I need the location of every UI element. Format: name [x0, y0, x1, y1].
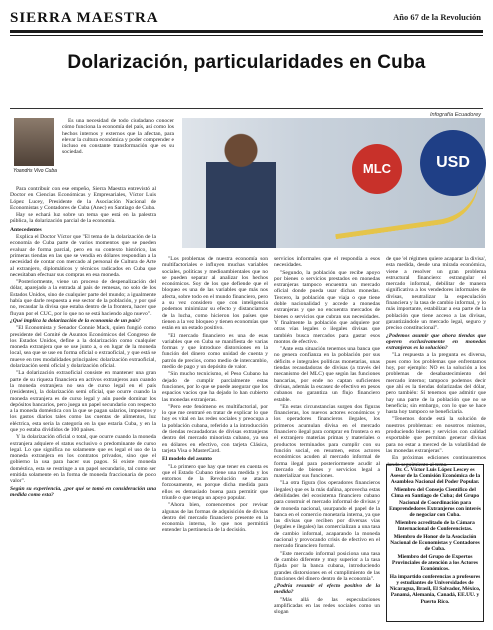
col3-paragraph: "En estas circunstancias surgen dos figuras financieras, los nuevos actores económicos y los operadores financieros ilegales, los primeros acumulan divisa en el mercado financiero ilegal para comprar en frontera o en el extranjero materias primas y materiales o productos terminados para cumplir con su función social, en resumen, estos actores económicos acuden al mercado informal de forma ilegal para posteriormente acudir al mercado de bienes y servicios legal a materializar sus funciones. [274, 403, 380, 480]
masthead [0, 8, 493, 30]
newspaper-logo: SIERRA MAESTRA [10, 10, 159, 26]
col1-question: ¿Qué implica la dolarización de la economía de un país? [10, 317, 141, 324]
col4-question: ¿Podemos asumir que ahora tiendas que operen exclusivamente en monedas extranjeras es la solución? [386, 332, 486, 352]
headline: Dolarización, particularidades en Cuba [67, 52, 426, 73]
col4-paragraph: "Tenemos donde está la solución de nuestros problemas: en nosotros mismos, produciendo bienes y servicios con calidad exportable que permitan generar divisas para no estar a merced de la volatilidad de las monedas extranjeras". [386, 416, 486, 454]
col1-paragraph: "El Economista y Senador Connie Mack, quien fungió como presidente del Comité de Asuntos Económicos del Congreso de los Estados Unidos, define a la dolarización como cualquier moneda extranjera que se use junto a, o en lugar de la moneda local, sea que se use en forma oficial o extraoficial, y que está se mueve en tres modalidades principales: dolarización extraoficial, dolarización semi oficial y dolarización oficial. [10, 325, 156, 370]
bio-line: Miembro del Grupo de Expertos Provinciales de atención a los Actores Económicos. [392, 553, 478, 573]
col3-paragraph: servicios informales que el respondía a esos necesidades. [274, 256, 380, 269]
intro-text: Es una necesidad de todo ciudadano conocer cómo funciona la economía del país, así como los hechos internos y externos que la afectan, para elevar la cultura económica y poder comprender e incluso en constante transformación que es su sociedad. [62, 118, 174, 156]
column-1 [10, 186, 156, 622]
col3-paragraph: "Segundo, la población que recibe apoyo por bienes o servicios prestados en monedas extranjeras tampoco encuentra un mercado oficial donde pueda usar dichas monedas. Tercero, la población que viaja o que tiene doble nacionalidad y accede a monedas extranjeras y que no encuentra mercados de bienes o servicios que cubran sus necesidades. Y finalmente la población que adquiere por otras vías legales o ilegales divisas que también busca mercados para gastar esos montos de efectivo. [274, 269, 380, 345]
bio-line: Miembro acreditado de la Cámara Internacional de Conferencistas. [395, 519, 475, 532]
col4-paragraph: En próximas ediciones continuaremos dando seguimiento al tema. [386, 455, 486, 468]
masthead-rule-thick [10, 30, 483, 33]
col2-paragraph: "Ahora bien, comencemos por revisar algunas de las formas de adquisición de divisas dentro del mercado financiero presente en la economía interna, lo que nos permitirá entender la pertinencia de la decisión. [162, 502, 268, 534]
col1-paragraph: Hay se echará luz sobre un tema que está en la palestra pública, la dolarización parcial de la economía. [10, 212, 156, 225]
col1-paragraph: Explica el Doctor Víctor que "El tema de la dolarización de la economía de Cuba parte de varios momentos que se pueden evaluar de forma parcial, pero en su contexto histórico, las primeras tiendas en las que se vendía en dólares respondían a la necesidad de contar con mercado al personal de Cultura de Arte al extranjero, diplomáticos y técnicos radicados en Cuba que necesitaban efectuar sus compras en esa moneda. [10, 234, 156, 278]
col3-question: ¿Podría resumir el efecto positivo de la medida? [274, 583, 380, 596]
col1-paragraph: Y la dolarización oficial o total, que ocurre cuando la moneda extranjera adquiere el status exclusivo o predominante de curso legal. Lo que significa no solamente que es legal el uso de la moneda extranjera en los contratos privados, sino que el gobierno la usa para hacer sus pagos. Si existe moneda doméstica, esta se restringe a un papel secundario, tal como ser emitida solamente en la forma de moneda fraccionaria de poco valor". [10, 434, 156, 485]
usd-bubble: USD [420, 130, 486, 196]
col3-paragraph: "Ante esta situación tenemos una banca que no genera confianza en la población por sus déficits e integrales políticas monetarias, unas tiendas recaudadoras de divisas (a través del mecanismo del MLC) que según las funciones bancarias, por ende no captan suficientes divisas, además la escasez de efectivo en pesos cubanos no garantiza un flujo financiero estable. [274, 346, 380, 403]
masthead-rule-thin [10, 35, 483, 36]
bio-line: Dr. C. Víctor Luis López Lescey es Asesor de la Comisión Económica de la Asamblea Nacional del Poder Popular. [389, 467, 481, 486]
col1-paragraph: Para contribuir con ese empeño, Sierra Maestra entrevistó al Doctor en Ciencias Económicas y Empresariales, Víctor Luis López Lucey, Presidente de la Asociación Nacional de Economistas y Contadores de Cuba (Anec) en Santiago de Cuba. [10, 186, 156, 211]
column-4 [386, 256, 486, 468]
bio-line: Ha impartido conferencias a profesores y estudiantes de Universidades de Nicaragua, Brasil, El Salvador, México, Panamá, Alemania, Canadá, EE.UU. y Puerto Rico. [389, 573, 481, 605]
author-bio-box [386, 464, 484, 622]
col2-paragraph: "El mercado financiero es una de esas variables que en Cuba se manifiesta de varias formas y que introduce distorsiones en la función del dinero como unidad de cuenta y patrón de precios, como medio de intercambio, medio de pago y un depósito de valor. [162, 332, 268, 371]
col2-paragraph: "Los problemas de nuestra economía son multifactoriales e influyen muchas variables sociales, políticas y medioambientales que no se pueden separar al analizar los hechos económicos. Soy de los que defiende que el bloqueo es una de las variables que más nos afecta, sobre todo en el mundo financiero, pero a su vez considero que con inteligencia podemos minimizar su efecto y distanciarnos de la lucha, como hicieron los países que tienen a la vez bloqueo y tienen economías que están en un estado positivo. [162, 256, 268, 332]
bio-line: Miembro del Consejo Científico del Cima en Santiago de Cuba; del Grupo Nacional de Coordinación para Emprendedores Extranjeros con interés de negociar con Cuba. [389, 487, 481, 518]
col3-paragraph: "Más allá de las especulaciones amplificadas en las redes sociales como un slogan [274, 596, 380, 616]
bio-line: Miembro de Honor de la Asociación Nacional de Economistas y Contadores de Cuba. [390, 533, 480, 552]
col3-paragraph: "La otra figura (los operadores financieros ilegales) que es la más dañina, aprovecha estas debilidades del ecosistema financiero cubano para construir el mercado informal de divisas y de moneda nacional, usurpando el papel de la banca en el comercio monetaria interna, ya que las divisas que reciben por diversas vías (legales e ilegales) las comercializan a una tasa de cambio informal, acaparando la moneda nacional y provocando crisis de efectivo en el mercado financiero formal. [274, 480, 380, 550]
col1-question: Según su experiencia, ¿por qué se tomó en consideración una medida como esta? [10, 485, 156, 498]
column-3 [274, 256, 380, 622]
col1-subhead: Antecedentes [10, 226, 42, 233]
col2-paragraph: "Pero este fenómeno es multifactorial, por lo que me centraré en tratar de explicar lo que hoy es vital en las redes sociales y preocupa a la población cubana, referido a la introducción de tiendas recaudadoras de divisas extranjeras dentro del mercado minorista cubano, ya sea en dólares en efectivo, con tarjeta Clásica, tarjeta Visa o MasterCard. [162, 403, 268, 454]
col1-paragraph: "Posteriormente, viene un proceso de despenalización del dólar, aparejado a la entrada al país de remesas, no solo de los Estados Unidos, sino de cualquier parte del mundo; a igualmente había que darle respuesta a ese sector de la población, y por qué no, recaudar la divisa que estaba dentro de la frontera, hacer que fluyan por el CUC, por lo que no se está haciendo algo nuevo". [10, 279, 156, 317]
col1-paragraph: "La dolarización extraoficial consiste en mantener una gran parte de su riqueza financiera en activos extranjeros aun cuando la moneda extranjera no sea de curso legal en el país (residentes), la dolarización semi oficial, que ocurre cuando la moneda extranjera es de curso legal y aún puede dominar los depósitos bancarios, pero juega un papel secundario con respecto a la moneda doméstica con la que se pagan salarios, impuestos y los gastos diarios tales como las cuentas de alimentos, luz eléctrica, esta sería la categoría en la que estaría Cuba, y en la que yo estaba divididos de 100 países. [10, 370, 156, 433]
col3-paragraph: "Este mercado informal posiciona una tasa de cambio diferente y muy superior a la tasa fijada por la banca cubana, introduciendo grandes distorsiones en el cumplimiento de las funciones del dinero dentro de la economía". [274, 550, 380, 582]
col2-subhead: El modelo del asunto [162, 456, 212, 463]
col2-paragraph: "Lo primero que hay que tener en cuenta es que el Estado Cubano tiene una medida y los entornos de la Revolución se atacan forzosamente, es porque dicha medida para ellos es demasiado buena para permitir que triunfe o que tenga un apoyo popular. [162, 463, 268, 501]
feature-photo [182, 118, 485, 248]
photo-person [206, 126, 276, 248]
headline-rule [10, 108, 483, 109]
col4-paragraph: de que 'el régimen quiere acaparar la divisa', esta medida, desde una mirada económica, viene a resolver un gran problema estructural financiero: estrangular el mercado informal, debilitar de manera significativa a los vendedores informales de divisas, neutralizar la especulación financiera y la tasa de cambio informal, y lo más importante, estabilizar a esa parte de la población que tiene acceso a las divisas, garantizándole un mercado legal, seguro y preciso constitucional". [386, 256, 486, 332]
col4-paragraph: "La respuesta a la pregunta es diversa, pues como los problemas que enfrentamos hoy, por ejemplo: NO es la solución a los problemas de desabastecimiento del mercado interno; tampoco podemos decir que ahí es la tiendas dolarizadas del dólar, pero también: Sí tenemos que admitir que hay una parte de la población que no se beneficia; sin embargo, con lo que se hace hasta hoy tampoco se beneficiaría. [386, 352, 486, 416]
column-2 [162, 256, 268, 622]
intro-paragraph [62, 118, 174, 184]
author-photo [14, 118, 54, 166]
author-name: Yoandris Vivo Cuba [13, 168, 57, 174]
mlc-bubble: MLC [352, 144, 402, 194]
photo-credit: Infografía Ecuadorey [429, 112, 481, 118]
col2-paragraph: "Sin mucho tecnicismo, el Peso Cubano ha dejado de cumplir parcialmente estas funciones, por lo que se puede asegurar que los espacios vacíos que ha dejado lo han cubierto las monedas extranjeras. [162, 371, 268, 403]
edition-line: Año 67 de la Revolución [393, 12, 481, 22]
